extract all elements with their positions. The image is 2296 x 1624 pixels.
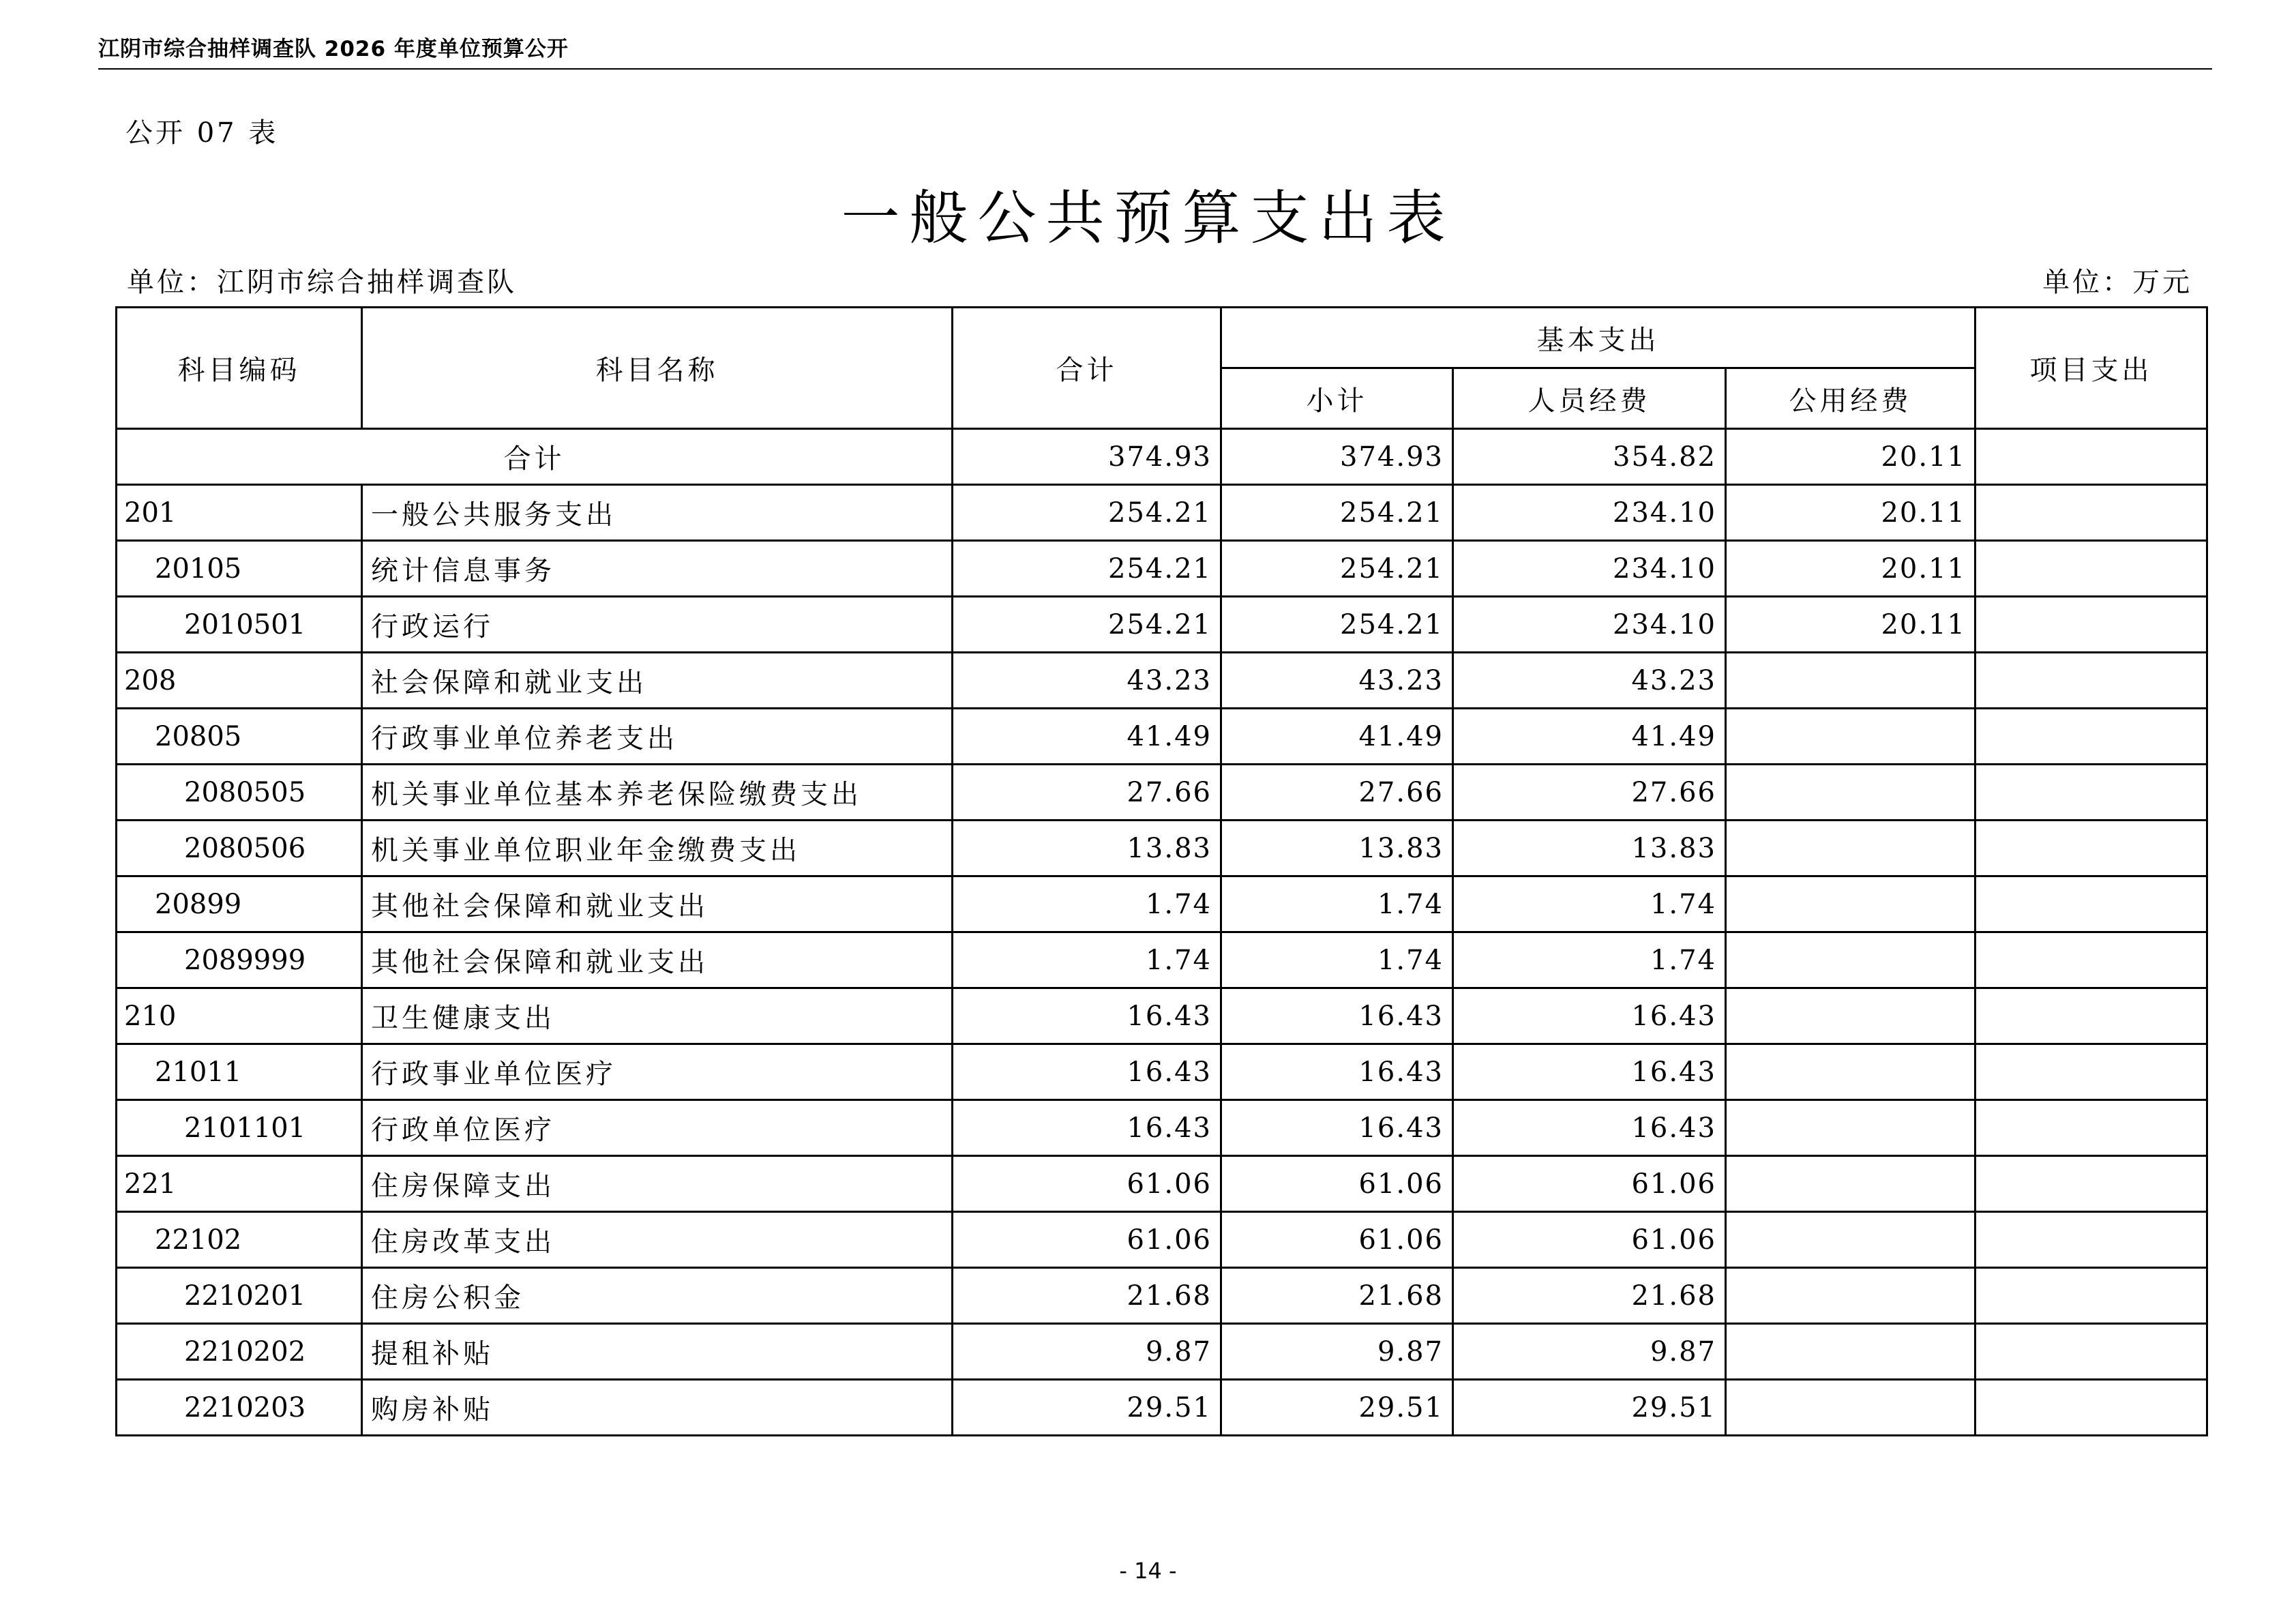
cell-total: 1.74 <box>953 876 1221 932</box>
page-number: - 14 - <box>1119 1558 1177 1584</box>
table-row <box>117 1268 2207 1324</box>
cell-public <box>1726 1380 1976 1436</box>
cell-total: 13.83 <box>953 821 1221 876</box>
cell-personnel: 354.82 <box>1453 429 1726 485</box>
cell-total: 254.21 <box>953 597 1221 653</box>
cell-name: 一般公共服务支出 <box>362 485 953 541</box>
cell-code: 2210203 <box>117 1380 362 1436</box>
cell-public: 20.11 <box>1726 429 1976 485</box>
cell-public: 20.11 <box>1726 541 1976 597</box>
page-title: 一般公共预算支出表 <box>841 184 1455 252</box>
running-header: 江阴市综合抽样调查队 2026 年度单位预算公开 <box>98 37 569 61</box>
cell-code: 2210201 <box>117 1268 362 1324</box>
col-header-subtotal: 小计 <box>1221 368 1453 429</box>
cell-name: 机关事业单位基本养老保险缴费支出 <box>362 765 953 821</box>
cell-personnel: 29.51 <box>1453 1380 1726 1436</box>
cell-public <box>1726 821 1976 876</box>
cell-subtotal: 27.66 <box>1221 765 1453 821</box>
col-header-basic: 基本支出 <box>1221 308 1976 368</box>
cell-total: 29.51 <box>953 1380 1221 1436</box>
cell-code: 22102 <box>117 1212 362 1268</box>
cell-code: 2210202 <box>117 1324 362 1380</box>
cell-personnel: 16.43 <box>1453 1100 1726 1156</box>
cell-subtotal: 374.93 <box>1221 429 1453 485</box>
cell-code: 20899 <box>117 876 362 932</box>
header-row-1 <box>117 308 2207 368</box>
cell-project <box>1976 988 2207 1044</box>
cell-personnel: 41.49 <box>1453 709 1726 765</box>
cell-subtotal: 61.06 <box>1221 1212 1453 1268</box>
table-row <box>117 1324 2207 1380</box>
table-row <box>117 1156 2207 1212</box>
table-row <box>117 1044 2207 1100</box>
cell-subtotal: 61.06 <box>1221 1156 1453 1212</box>
cell-personnel: 234.10 <box>1453 485 1726 541</box>
cell-subtotal: 1.74 <box>1221 876 1453 932</box>
cell-name: 住房保障支出 <box>362 1156 953 1212</box>
cell-code: 2080505 <box>117 765 362 821</box>
cell-project <box>1976 709 2207 765</box>
col-header-public: 公用经费 <box>1726 368 1976 429</box>
cell-project <box>1976 1044 2207 1100</box>
cell-subtotal: 21.68 <box>1221 1268 1453 1324</box>
cell-public <box>1726 765 1976 821</box>
col-header-project: 项目支出 <box>1976 308 2207 429</box>
cell-code: 21011 <box>117 1044 362 1100</box>
table-row <box>117 876 2207 932</box>
table-number: 公开 07 表 <box>125 117 279 149</box>
cell-public <box>1726 1044 1976 1100</box>
cell-subtotal: 41.49 <box>1221 709 1453 765</box>
cell-personnel: 61.06 <box>1453 1212 1726 1268</box>
cell-name: 机关事业单位职业年金缴费支出 <box>362 821 953 876</box>
cell-subtotal: 13.83 <box>1221 821 1453 876</box>
cell-project <box>1976 1212 2207 1268</box>
cell-total: 9.87 <box>953 1324 1221 1380</box>
cell-code: 2089999 <box>117 932 362 988</box>
col-header-name: 科目名称 <box>362 308 953 429</box>
cell-project <box>1976 429 2207 485</box>
cell-total: 43.23 <box>953 653 1221 709</box>
cell-code: 210 <box>117 988 362 1044</box>
cell-personnel: 9.87 <box>1453 1324 1726 1380</box>
cell-name: 统计信息事务 <box>362 541 953 597</box>
cell-subtotal: 16.43 <box>1221 988 1453 1044</box>
cell-name: 其他社会保障和就业支出 <box>362 932 953 988</box>
cell-project <box>1976 1100 2207 1156</box>
cell-subtotal: 1.74 <box>1221 932 1453 988</box>
cell-total: 21.68 <box>953 1268 1221 1324</box>
cell-name: 行政事业单位医疗 <box>362 1044 953 1100</box>
cell-public <box>1726 1268 1976 1324</box>
cell-name: 行政运行 <box>362 597 953 653</box>
cell-public <box>1726 932 1976 988</box>
cell-total: 254.21 <box>953 485 1221 541</box>
cell-personnel: 1.74 <box>1453 876 1726 932</box>
table-row <box>117 821 2207 876</box>
cell-public: 20.11 <box>1726 597 1976 653</box>
cell-project <box>1976 1156 2207 1212</box>
cell-subtotal: 254.21 <box>1221 541 1453 597</box>
cell-public <box>1726 876 1976 932</box>
cell-personnel: 1.74 <box>1453 932 1726 988</box>
col-header-total: 合计 <box>953 308 1221 429</box>
total-row <box>117 429 2207 485</box>
cell-project <box>1976 1268 2207 1324</box>
header-divider <box>98 68 2212 70</box>
table-row <box>117 653 2207 709</box>
cell-code: 2080506 <box>117 821 362 876</box>
cell-code: 20105 <box>117 541 362 597</box>
cell-subtotal: 254.21 <box>1221 597 1453 653</box>
cell-code: 201 <box>117 485 362 541</box>
cell-project <box>1976 876 2207 932</box>
cell-name: 购房补贴 <box>362 1380 953 1436</box>
cell-subtotal: 29.51 <box>1221 1380 1453 1436</box>
cell-total: 254.21 <box>953 541 1221 597</box>
table-row <box>117 932 2207 988</box>
cell-personnel: 43.23 <box>1453 653 1726 709</box>
cell-name: 提租补贴 <box>362 1324 953 1380</box>
cell-total: 27.66 <box>953 765 1221 821</box>
table-row <box>117 1212 2207 1268</box>
cell-personnel: 21.68 <box>1453 1268 1726 1324</box>
col-header-personnel: 人员经费 <box>1453 368 1726 429</box>
table-row <box>117 597 2207 653</box>
cell-total: 374.93 <box>953 429 1221 485</box>
budget-table <box>115 306 2208 1436</box>
cell-name: 社会保障和就业支出 <box>362 653 953 709</box>
total-label: 合计 <box>117 429 953 485</box>
cell-project <box>1976 765 2207 821</box>
cell-total: 1.74 <box>953 932 1221 988</box>
cell-public <box>1726 1212 1976 1268</box>
table-row <box>117 541 2207 597</box>
cell-subtotal: 9.87 <box>1221 1324 1453 1380</box>
cell-name: 行政单位医疗 <box>362 1100 953 1156</box>
cell-total: 41.49 <box>953 709 1221 765</box>
cell-public <box>1726 653 1976 709</box>
cell-project <box>1976 932 2207 988</box>
cell-public <box>1726 1100 1976 1156</box>
cell-total: 16.43 <box>953 1100 1221 1156</box>
cell-public <box>1726 709 1976 765</box>
cell-project <box>1976 541 2207 597</box>
cell-project <box>1976 1324 2207 1380</box>
cell-public <box>1726 1156 1976 1212</box>
cell-personnel: 234.10 <box>1453 597 1726 653</box>
cell-project <box>1976 597 2207 653</box>
cell-name: 住房公积金 <box>362 1268 953 1324</box>
currency-unit: 单位：万元 <box>2042 267 2192 298</box>
table-row <box>117 1380 2207 1436</box>
cell-subtotal: 16.43 <box>1221 1044 1453 1100</box>
cell-personnel: 61.06 <box>1453 1156 1726 1212</box>
cell-public <box>1726 1324 1976 1380</box>
cell-name: 行政事业单位养老支出 <box>362 709 953 765</box>
reporting-unit: 单位：江阴市综合抽样调查队 <box>127 267 517 298</box>
cell-project <box>1976 821 2207 876</box>
cell-name: 卫生健康支出 <box>362 988 953 1044</box>
cell-total: 61.06 <box>953 1212 1221 1268</box>
cell-name: 其他社会保障和就业支出 <box>362 876 953 932</box>
cell-project <box>1976 485 2207 541</box>
table-row <box>117 765 2207 821</box>
cell-total: 16.43 <box>953 1044 1221 1100</box>
cell-code: 2101101 <box>117 1100 362 1156</box>
table-row <box>117 1100 2207 1156</box>
cell-public <box>1726 988 1976 1044</box>
cell-personnel: 13.83 <box>1453 821 1726 876</box>
cell-subtotal: 43.23 <box>1221 653 1453 709</box>
cell-total: 16.43 <box>953 988 1221 1044</box>
cell-project <box>1976 1380 2207 1436</box>
col-header-code: 科目编码 <box>117 308 362 429</box>
cell-code: 2010501 <box>117 597 362 653</box>
cell-personnel: 234.10 <box>1453 541 1726 597</box>
cell-code: 221 <box>117 1156 362 1212</box>
table-row <box>117 988 2207 1044</box>
table-row <box>117 485 2207 541</box>
cell-personnel: 16.43 <box>1453 988 1726 1044</box>
cell-code: 208 <box>117 653 362 709</box>
cell-subtotal: 16.43 <box>1221 1100 1453 1156</box>
cell-personnel: 27.66 <box>1453 765 1726 821</box>
cell-subtotal: 254.21 <box>1221 485 1453 541</box>
cell-name: 住房改革支出 <box>362 1212 953 1268</box>
cell-total: 61.06 <box>953 1156 1221 1212</box>
cell-project <box>1976 653 2207 709</box>
cell-personnel: 16.43 <box>1453 1044 1726 1100</box>
cell-code: 20805 <box>117 709 362 765</box>
cell-public: 20.11 <box>1726 485 1976 541</box>
table-row <box>117 709 2207 765</box>
